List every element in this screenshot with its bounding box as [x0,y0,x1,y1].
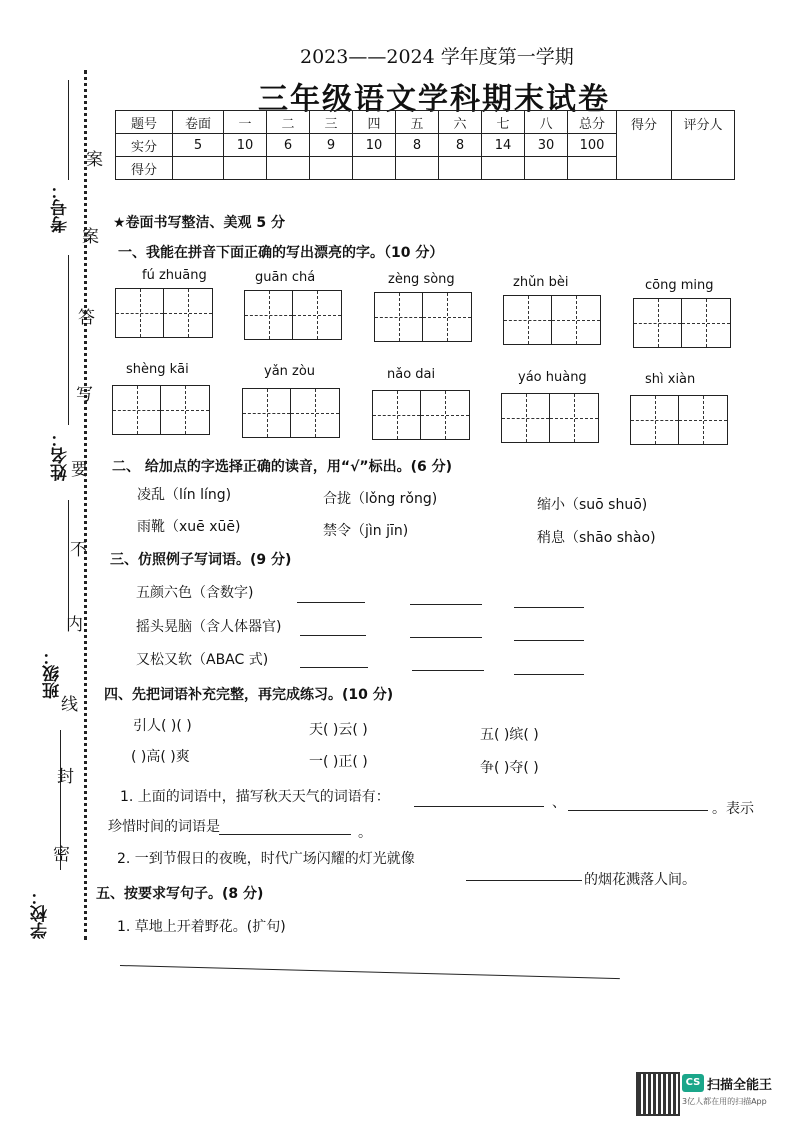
table-cell: 100 [568,134,617,157]
answer-blank[interactable] [568,810,708,811]
seal-dotted-line [84,70,87,940]
writing-grid[interactable] [633,298,731,348]
seal-char: 案 [86,150,103,170]
watermark-name: 扫描全能王 [707,1078,773,1093]
writing-grid[interactable] [503,295,601,345]
seal-char: 要 [71,460,88,480]
table-cell: 6 [267,134,310,157]
writing-grid[interactable] [244,290,342,340]
score-input-cell[interactable] [525,157,568,180]
answer-blank[interactable] [514,674,584,675]
score-input-cell[interactable] [224,157,267,180]
writing-grid[interactable] [501,393,599,443]
table-cell: 14 [482,134,525,157]
score-table [115,110,735,180]
word-example: 摇头晃脑（含人体器官) [136,619,282,635]
exam-title: 三年级语文学科期末试卷 [258,82,610,117]
camscanner-badge: CS [682,1074,704,1092]
separator: 、 [552,795,566,811]
pinyin-label: shì xiàn [645,372,696,387]
word-example: 又松又软（ABAC 式) [136,652,269,668]
answer-blank[interactable] [410,637,482,638]
writing-grid[interactable] [374,292,472,342]
table-cell: 实分 [116,134,173,157]
q4-sentence-1-cont: 珍惜时间的词语是 [108,819,220,835]
banji-label: 班级： [43,648,63,699]
table-row [116,111,735,134]
writing-grid[interactable] [112,385,210,435]
idiom-fill[interactable]: 争( )夺( ) [480,760,539,776]
pinyin-label: fú zhuāng [142,268,207,283]
writing-grid[interactable] [242,388,340,438]
seal-char: 内 [66,615,83,635]
table-cell: 二 [267,111,310,134]
table-cell-defen: 得分 [617,111,672,180]
xingming-label: 姓名： [51,430,71,481]
presentation-note: ★卷面书写整洁、美观 5 分 [113,215,286,231]
idiom-fill[interactable]: 一( )正( ) [309,754,368,770]
watermark-tagline: 3亿人都在用的扫描App [682,1097,767,1106]
writing-grid[interactable] [630,395,728,445]
seal-char: 不 [70,540,87,560]
answer-blank[interactable] [219,834,351,835]
idiom-fill[interactable]: 天( )云( ) [309,722,368,738]
qr-code-icon [636,1072,680,1116]
score-input-cell[interactable] [568,157,617,180]
score-input-cell[interactable] [396,157,439,180]
answer-line[interactable] [120,965,620,979]
word-example: 五颜六色（含数字) [136,585,254,601]
q5-item-1: 1. 草地上开着野花。(扩句) [117,919,286,935]
table-cell: 五 [396,111,439,134]
xuexiao-label: 学校： [31,888,51,939]
score-input-cell[interactable] [310,157,353,180]
reading-choice[interactable]: 禁令（jìn jīn) [323,523,409,539]
table-cell: 8 [439,134,482,157]
table-cell: 总分 [568,111,617,134]
table-cell: 5 [173,134,224,157]
q4-sentence-2: 2. 一到节假日的夜晚，时代广场闪耀的灯光就像 [117,851,415,867]
pinyin-label: zhǔn bèi [513,275,569,290]
q4-sentence-1-tail: 。表示 [712,801,754,817]
score-input-cell[interactable] [173,157,224,180]
pinyin-label: shèng kāi [126,362,189,377]
table-cell: 卷面 [173,111,224,134]
reading-choice[interactable]: 缩小（suō shuō) [537,497,648,513]
table-cell: 8 [396,134,439,157]
score-input-cell[interactable] [353,157,396,180]
pinyin-label: guān chá [255,270,316,285]
reading-choice[interactable]: 凌乱（lín líng) [137,487,232,503]
pinyin-label: yǎn zòu [264,364,316,379]
kaohao-line [68,80,69,180]
idiom-fill[interactable]: 引人( )( ) [133,718,192,734]
table-cell: 七 [482,111,525,134]
seal-char: 答 [78,308,95,328]
seal-char: 写 [76,385,93,405]
table-cell: 一 [224,111,267,134]
q4-sentence-1: 1. 上面的词语中，描写秋天天气的词语有： [120,789,390,805]
answer-blank[interactable] [466,880,582,881]
q3-title: 三、仿照例子写词语。(9 分) [110,552,292,568]
q2-title: 二、 给加点的字选择正确的读音，用“√”标出。(6 分) [112,459,453,475]
table-cell-pingfenren: 评分人 [672,111,735,180]
table-cell: 30 [525,134,568,157]
reading-choice[interactable]: 合拢（lǒng rǒng) [323,491,438,507]
writing-grid[interactable] [372,390,470,440]
table-cell: 八 [525,111,568,134]
pinyin-label: zèng sòng [388,272,455,287]
idiom-fill[interactable]: ( )高( )爽 [131,749,190,765]
answer-blank[interactable] [300,635,366,636]
pinyin-label: nǎo dai [387,367,436,382]
kaohao-label: 考号： [51,182,71,233]
score-input-cell[interactable] [267,157,310,180]
answer-blank[interactable] [514,640,584,641]
idiom-fill[interactable]: 五( )缤( ) [480,727,539,743]
q4-sentence-2-tail: 的烟花溅落人间。 [584,872,696,888]
table-cell: 题号 [116,111,173,134]
table-cell: 四 [353,111,396,134]
q4-title: 四、先把词语补充完整，再完成练习。(10 分) [104,687,394,703]
period: 。 [358,825,372,841]
seal-char: 线 [61,695,78,715]
answer-blank[interactable] [297,602,365,603]
answer-blank[interactable] [412,670,484,671]
seal-char: 封 [57,767,74,787]
score-input-cell[interactable] [482,157,525,180]
table-cell: 得分 [116,157,173,180]
reading-choice[interactable]: 稍息（shāo shào) [537,530,656,546]
seal-char: 密 [53,845,70,865]
answer-blank[interactable] [514,607,584,608]
exam-subtitle: 2023——2024 学年度第一学期 [300,46,574,68]
q5-title: 五、按要求写句子。(8 分) [96,886,264,902]
answer-blank[interactable] [410,604,482,605]
table-cell: 10 [353,134,396,157]
table-cell: 三 [310,111,353,134]
table-cell: 9 [310,134,353,157]
writing-grid[interactable] [115,288,213,338]
answer-blank[interactable] [300,667,368,668]
q1-title: 一、我能在拼音下面正确的写出漂亮的字。（10 分） [118,245,444,261]
reading-choice[interactable]: 雨靴（xuē xūē) [137,519,241,535]
seal-char: 案 [82,227,99,247]
score-input-cell[interactable] [439,157,482,180]
answer-blank[interactable] [414,806,544,807]
table-cell: 六 [439,111,482,134]
pinyin-label: yáo huàng [518,370,587,385]
pinyin-label: cōng ming [645,278,714,293]
xingming-line [68,255,69,425]
table-cell: 10 [224,134,267,157]
